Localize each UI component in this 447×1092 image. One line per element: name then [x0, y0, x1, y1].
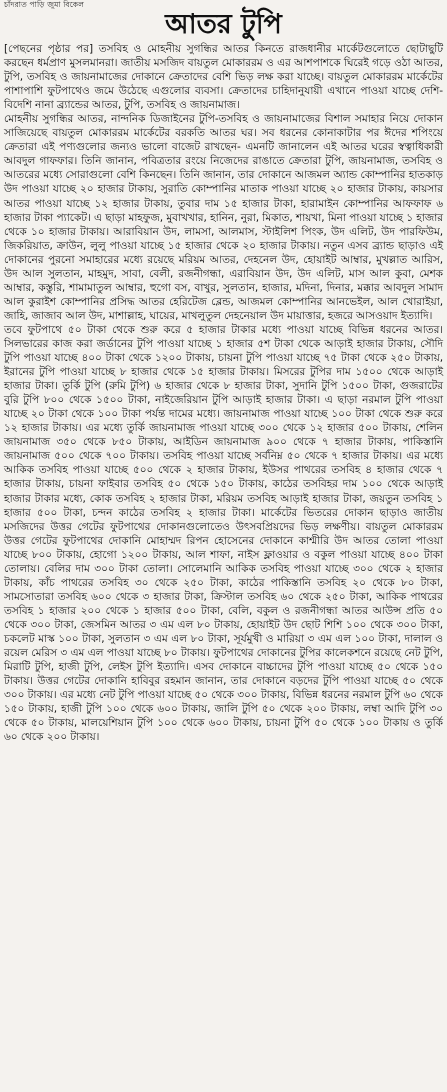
article-paragraph: তবে ফুটপাথে ৫০ টাকা থেকে শুরু করে ৫ হাজার টাকার মধ্যে পাওয়া যাচ্ছে বিভিন্ন ধরনের আতর। সিলভারের কাজ করা জর্ডানের টুপি পাওয়া যাচ্ছে ১ হাজার ৫শ টাকা থেকে আড়াই হাজার টাকায়, সৌদি টুপি পাওয়া যাচ্ছে ৪০০ টাকা থেকে ১২০০ টাকায়, চায়না টুপি পাওয়া যাচ্ছে ৭৫ টাকা থেকে ২৫০ টাকায়, ইরানের টুপি পাওয়া যাচ্ছে ৮ হাজার থেকে ১৫ হাজার টাকায়। মিসরের টুপির দাম ১৫০০ থেকে আড়াই হাজার টাকা। তুর্কি টুপি (রুমি টুপি) ৬ হাজার থেকে ৮ হাজার টাকা, সুদানি টুপি ১৫০০ টাকা, গুজরাটের বুরি টুপি ৮০০ থেকে ১৫০০ টাকা, নাইজেরিয়ান টুপি আড়াই হাজার টাকা। এ ছাড়া নরমাল টুপি পাওয়া যাচ্ছে ২০ টাকা থেকে ১০০ টাকা পর্যন্ত দামের মধ্যে। জায়নামাজ পাওয়া যাচ্ছে ১০০ টাকা থেকে শুরু করে ১২ হাজার টাকায়। এর মধ্যে তুর্কি জায়নামাজ পাওয়া যাচ্ছে ৩০০ থেকে ১২ হাজার ৫০০ টাকায়, শেলিন জায়নামাজ ৩৫০ থেকে ৮৫০ টাকায়, আইডিন জায়নামাজ ৯০০ থেকে ৭ হাজার টাকায়, পাকিস্তানি জায়নামাজ ৫০০ থেকে ৭০০ টাকায়। তসবিহ পাওয়া যাচ্ছে সর্বনিম্ন ৫০ থেকে ৭ হাজার টাকায়। এর মধ্যে আকিক তসবিহ পাওয়া যাচ্ছে ৫০০ থেকে ২ হাজার টাকায়, ইউসর পাথরের তসবিহ ৪ হাজার থেকে ৭ হাজার টাকায়, চায়না ফাইবার তসবিহ ৫০ থেকে ১৫০ টাকায়, কাঠের তসবিহর দাম ১০০ থেকে আড়াই হাজার টাকার মধ্যে, কোক তসবিহ ২ হাজার টাকা, মরিয়ম তসবিহ আড়াই হাজার টাকা, জয়তুন তসবিহ ১ হাজার ৫০০ টাকা, চন্দন কাঠের তসবিহ ২ হাজার টাকা। মার্কেটের ভিতরের দোকান ছাড়াও জাতীয় মসজিদের উত্তর গেটের ফুটপাথের দোকানগুলোতেও উৎসবপ্রিয়দের ভিড় লক্ষণীয়। বায়তুল মোকাররম উত্তর গেটের ফুটপাথের দোকানি মোহাম্মদ রিপন হোসেনের দোকানে কাশ্মীরি উদ আতর তোলা পাওয়া যাচ্ছে ৮০০ টাকায়, হোগো ১২০০ টাকায়, আল শাফা, নাইস ফ্লাওয়ার ও বকুল পাওয়া যাচ্ছে ৪০০ টাকা তোলায়। বেলির দাম ৩০০ টাকা তোলা। সোলেমানি আকিক তসবিহ পাওয়া যাচ্ছে ৩০০ থেকে ২ হাজার টাকায়, কাঁচ পাথরের তসবিহ ৩০ থেকে ২৫০ টাকা, কাঠের পাকিস্তানি তসবিহ ২০ থেকে ৮০ টাকা, সামসোতারা তসবিহ ৬০০ থেকে ৩ হাজার টাকা, ক্রিস্টাল তসবিহ ৬০ থেকে ২৫০ টাকা, আকিক পাথরের তসবিহ ১ হাজার ২০০ থেকে ১ হাজার ৫০০ টাকা, বেলি, বকুল ও রজনীগন্ধা আতর আউন্স প্রতি ৫০ থেকে ৩০০ টাকা, জেসমিন আতর ৩ এম এল ৮০ টাকায়, হোয়াইট উদ ছোট শিশি ১০০ থেকে ৩০০ টাকা, চকলেট মাস্ক ১০০ টাকা, সুলতান ৩ এম এল ৮০ টাকা, সূর্যমুখী ও মারিয়া ৩ এম এল ১০০ টাকা, দালাল ও রয়েল মেরিস ৩ এম এল পাওয়া যাচ্ছে ৮০ টাকায়। ফুটপাথের দোকানের টুপির কালেকশনে রয়েছে নেট টুপি, মিরাটি টুপি, হাজী টুপি, লেইস টুপি ইত্যাদি। এসব দোকানে বাচ্চাদের টুপি পাওয়া যাচ্ছে ৫০ থেকে ১৫০ টাকায়। উত্তর গেটের দোকানি হাবিবুর রহমান জানান, তার দোকানে বড়দের টুপি পাওয়া যাচ্ছে ৫০ থেকে ৩০০ টাকায়। এর মধ্যে নেট টুপি পাওয়া যাচ্ছে ৫০ থেকে ৩০০ টাকায়, বিভিন্ন ধরনের নরমাল টুপি ৬০ থেকে ১৫০ টাকায়, হাজী টুপি ১০০ থেকে ৬০০ টাকায়, জালি টুপি ৫০ থেকে ২০০ টাকায়, লম্বা আদি টুপি ৩০ থেকে ৫০ টাকায়, মালয়েশিয়ান টুপি ১০০ থেকে ৬০০ টাকায়, চায়না টুপি ৫০ থেকে ১০০ টাকায় ও তুর্কি ৬০ থেকে ২০০ টাকায়। — [4, 323, 443, 744]
article-paragraph: [পেছনের পৃষ্ঠার পর] তসবিহ ও মোহনীয় সুগন্ধির আতর কিনতে রাজধানীর মার্কেটগুলোতে ছোটাছুটি করছেন ধর্মপ্রাণ মুসলমানরা। জাতীয় মসজিদ বায়তুল মোকাররম ও এর আশপাশকে ঘিরেই গড়ে ওঠা আতর, টুপি, তসবিহ ও জায়নামাজের দোকানে ক্রেতাদের বেশি ভিড় লক্ষ করা যাচ্ছে। বায়তুল মোকাররম মার্কেটের পাশাপাশি ফুটপাথেও জমে উঠেছে এগুলোর ব্যবসা। ক্রেতাদের চাহিদানুযায়ী এখানে পাওয়া যাচ্ছে দেশি-বিদেশি নানা ব্র্যান্ডের আতর, টুপি, তসবিহ ও জায়নামাজ। — [4, 43, 443, 112]
headline: আতর টুপি — [165, 9, 282, 40]
kicker-line: চাঁদরাত পাড়ি জুমা বিকেল — [4, 0, 85, 9]
article-body — [4, 42, 443, 744]
article-paragraph: মোহনীয় সুগন্ধির আতর, নান্দনিক ডিজাইনের টুপি-তসবিহ ও জায়নামাজের বিশাল সমাহার নিয়ে দোকান সাজিয়েছে বায়তুল মোকাররম মার্কেটের বরকতি আতর ঘর। সব ধরনের কোনাকাটার পর ঈদের শপিংয়ে ক্রেতারা এই পণ্যগুলোর জন্যও ভালো বাজেট রাখছেন- এমনটি জানালেন এই আতর ঘরের স্বত্বাধিকারী আবদুল গাফফার। তিনি জানান, পবিত্রতার রংয়ে নিজেদের রাঙাতে ক্রেতারা টুপি, জায়নামাজ, তসবিহ ও আতরের মধ্যে সোরাগুলো বেশি কিনছেন। তিনি জানান, তার দোকানে আজমল অ্যান্ড কোম্পানির হাতকাড় উদ পাওয়া যাচ্ছে ২০ হাজার টাকায়, সুরাতি কোম্পানির মাতাক পাওয়া যাচ্ছে ২০ হাজার টাকায়, কায়সার আতর পাওয়া যাচ্ছে ১২ হাজার টাকায়, তুবার দাম ১৫ হাজার টাকা, হারামাইন কোম্পানির আফফাফ ৬ হাজার টাকা প্যাকেট। এ ছাড়া মাহফুজ, মুবাখখার, হানিন, নুরা, মিকাত, শায়খা, মিনা পাওয়া যাচ্ছে ১ হাজার থেকে ১০ হাজার টাকায়। আরাবিয়ান উদ, লামসা, আলমাস, স্টাইলিশ পিংক, উদ এলিট, উদ পারফিউম, জিকরিয়াত, ক্রাউন, লুলু পাওয়া যাচ্ছে ১৫ হাজার থেকে ২০ হাজার টাকায়। নতুন এসব ব্র্যান্ড ছাড়াও এই দোকানের পুরনো সমাহারের মধ্যে রয়েছে মরিয়ম আতর, দেহনেল উদ, হোয়াইট আম্বার, মুখল্লাত আরিস, উদ আল সুলতান, মাহমুদ, সাবা, বেলী, রজনীগন্ধা, এরাবিয়ান উদ, উদ এলিট, মাস আল কুবা, মেশক আম্বার, কস্তুরি, শামামাতুল আম্বার, হুগো বস, বাখুর, সুলতান, হাজার, মদিনা, দিনার, মক্কার আবদুল সামাদ আল কুরাইশ কোম্পানির প্রসিদ্ধ আতর হেরিটেজ ব্লেন্ড, আজমল কোম্পানির আনভেইল, আল খোরাইয়া, জাহি, জাজাব আল উদ, মাশাল্লাহ, ঘায়ের, মাখলুতুল দেহনেয়াল উদ মায়াত্তার, হজরে আসওয়াদ ইত্যাদি। — [4, 113, 443, 322]
